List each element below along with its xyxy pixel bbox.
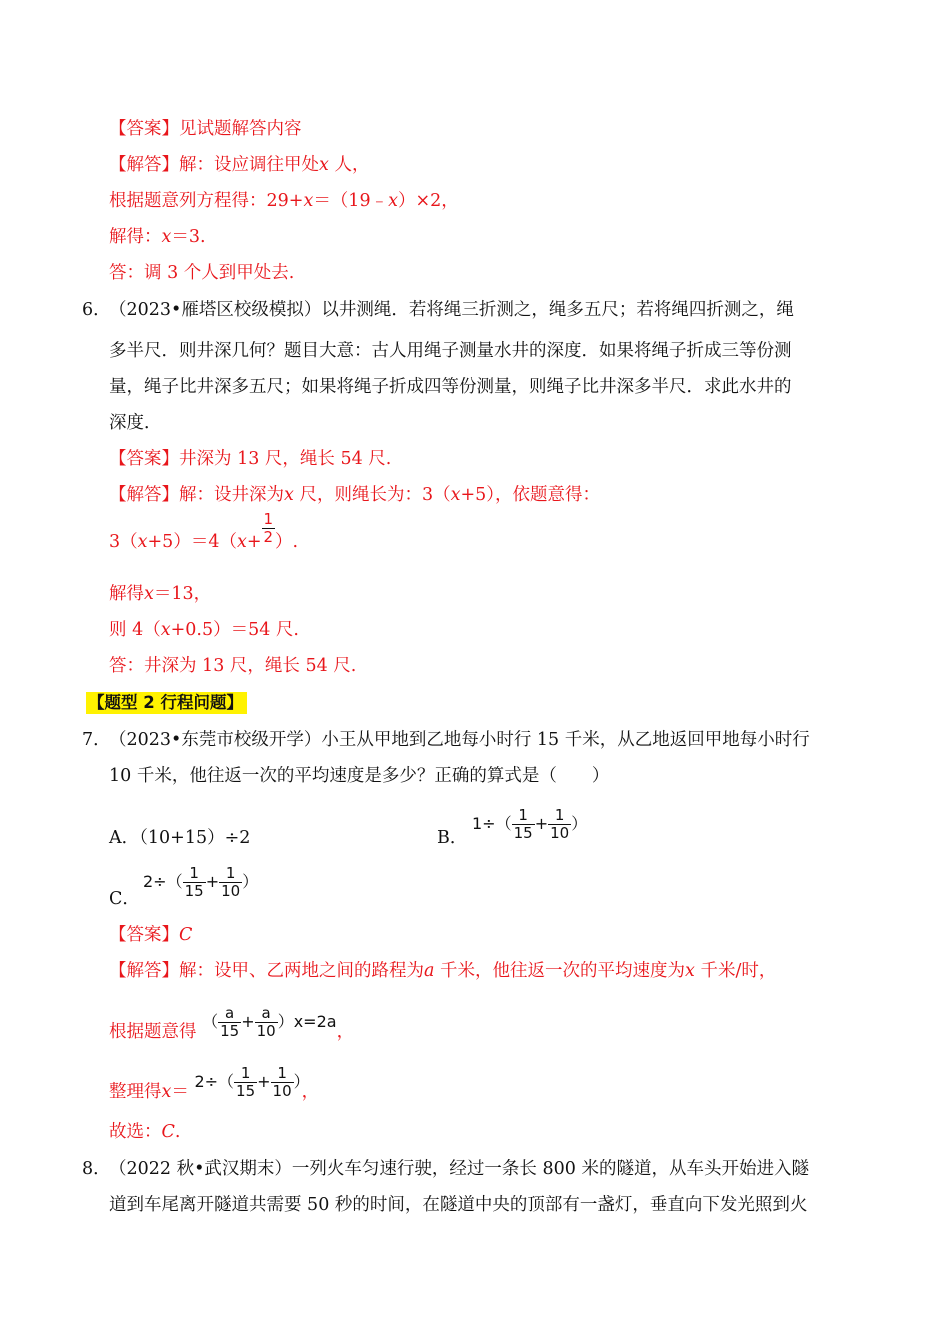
q7-solution: 【解答】解：设甲、乙两地之间的路程为a 千米，他往返一次的平均速度为x 千米/时， [109, 961, 777, 981]
solution-label: 【解答】 [109, 485, 179, 505]
answer-label: 【答案】 [109, 925, 179, 945]
q6-text-line1: （2023•雁塔区校级模拟）以井测绳．若将绳三折测之，绳多五尺；若将绳四折测之，绳 [109, 300, 794, 320]
q6-solve: 解得x＝13， [109, 584, 212, 604]
q6-text-line3: 量，绳子比井深多五尺；如果将绳子折成四等份测量，则绳子比井深多半尺．求此水井的 [109, 377, 792, 397]
half-fraction: $\frac{1}{2}$ [263, 510, 274, 546]
q8-text-line1: （2022 秋•武汉期末）一列火车匀速行驶，经过一条长 800 米的隧道，从车头开始进入隧 [109, 1159, 809, 1179]
section-tag: 【题型 2 行程问题】 [86, 692, 247, 714]
q7-text-line1: （2023•东莞市校级开学）小王从甲地到乙地每小时行 15 千米，从乙地返回甲地每小时行 [109, 730, 810, 750]
answer-text: 井深为 13 尺，绳长 54 尺. [179, 449, 392, 469]
q6-number: 6． [82, 300, 111, 320]
q8-number: 8． [82, 1159, 111, 1179]
q5-solve: 解得：x＝3. [109, 227, 206, 247]
solution-label: 【解答】 [109, 961, 179, 981]
solution-label: 【解答】 [109, 155, 179, 175]
q7-option-b-expression: 1÷（ $\frac{1}{15}$ + $\frac{1}{10}$ ） [472, 806, 588, 842]
q5-answer [109, 117, 302, 141]
q7-option-c-label: C． [109, 889, 140, 909]
q5-equation: 根据题意列方程得：29+x＝（19﹣x）×2， [109, 191, 459, 211]
q7-option-b-label: B． [437, 828, 468, 848]
q6-text-line4: 深度． [109, 413, 162, 433]
q8-text-line2: 道到车尾离开隧道共需要 50 秒的时间，在隧道中央的顶部有一盏灯，垂直向下发光照到火 [109, 1195, 808, 1215]
q7-answer [109, 923, 192, 947]
q7-number: 7． [82, 730, 111, 750]
q5-final: 答：调 3 个人到甲处去. [109, 263, 295, 283]
q7-option-a: A．（10+15）÷2 [109, 828, 251, 848]
q6-equation: 3（x+5）＝4（x+ $\frac{1}{2}$ ）. [109, 510, 299, 552]
q6-final: 答：井深为 13 尺，绳长 54 尺. [109, 656, 357, 676]
q6-then: 则 4（x+0.5）＝54 尺. [109, 620, 299, 640]
answer-text: 见试题解答内容 [179, 119, 302, 139]
q7-option-c-expression: 2÷（ $\frac{1}{15}$ + $\frac{1}{10}$ ） [143, 864, 259, 900]
q7-arrange: 整理得x＝ 2÷（ $\frac{1}{15}$ + $\frac{1}{10}$ ）， [109, 1064, 320, 1102]
answer-text: C [179, 925, 193, 945]
q7-equation: 根据题意得 （ $\frac{a}{15}$ + $\frac{a}{10}$ ）x=2a， [109, 1004, 355, 1042]
q6-answer [109, 447, 391, 471]
q7-text-line2: 10 千米，他往返一次的平均速度是多少？正确的算式是（ ） [109, 766, 610, 786]
q7-choose: 故选：C. [109, 1122, 181, 1142]
answer-label: 【答案】 [109, 119, 179, 139]
q6-solution: 【解答】解：设井深为x 尺，则绳长为：3（x+5），依题意得： [109, 485, 601, 505]
q6-text-line2: 多半尺．则井深几何？题目大意：古人用绳子测量水井的深度．如果将绳子折成三等份测 [109, 341, 792, 361]
answer-label: 【答案】 [109, 449, 179, 469]
q5-solution: 【解答】解：设应调往甲处x 人， [109, 155, 370, 175]
